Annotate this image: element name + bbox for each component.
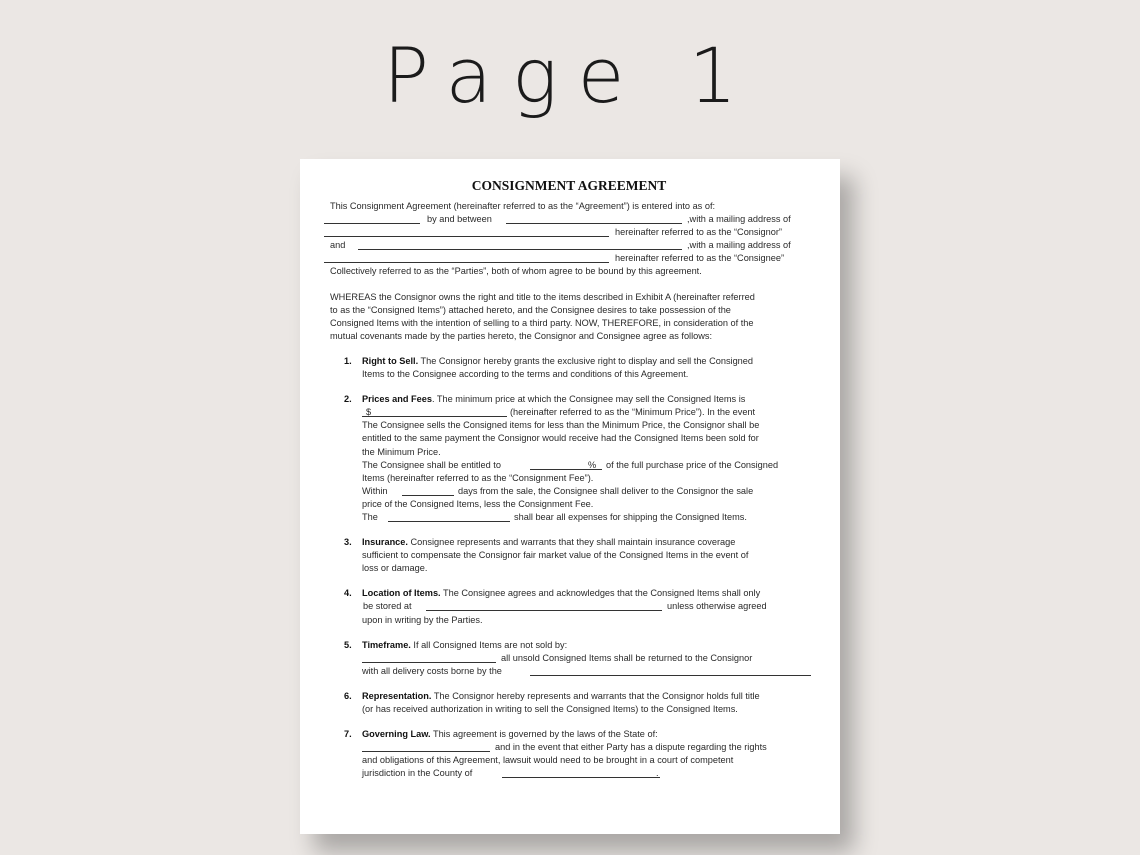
clause-heading: Governing Law. [362, 729, 431, 740]
timeframe-date-blank[interactable] [362, 652, 496, 663]
clause-heading: Right to Sell. [362, 355, 419, 366]
payment-days-blank[interactable] [402, 485, 454, 496]
clause-location-of-items [324, 587, 814, 626]
intro-line-1: This Consignment Agreement (hereinafter referred to as the “Agreement”) is entered into as of: [330, 201, 716, 211]
percent-sign: % [588, 459, 597, 470]
shipping-party-blank[interactable] [388, 511, 510, 522]
whereas-line: WHEREAS the Consignor owns the right and title to the items described in Exhibit A (hereinafter referred [330, 291, 755, 302]
clause-text: and obligations of this Agreement, lawsuit would need to be brought in a court of competent [362, 755, 734, 766]
clause-number: 6. [344, 690, 352, 701]
clause-text: Within [362, 485, 388, 496]
clause-text: the Minimum Price. [362, 446, 441, 457]
clause-text: Items (hereinafter referred to as the “Consignment Fee”). [362, 472, 594, 483]
clause-text: (hereinafter referred to as the “Minimum Price”). In the event [510, 407, 756, 418]
whereas-section [324, 291, 814, 343]
clause-insurance [324, 536, 814, 575]
clause-text: The Consignor hereby represents and warrants that the Consignor holds full title [431, 690, 760, 701]
clause-text: If all Consigned Items are not sold by: [410, 639, 568, 650]
clause-text: loss or damage. [362, 563, 428, 574]
clause-text: and in the event that either Party has a dispute regarding the rights [495, 742, 767, 753]
clause-heading: Insurance. [362, 537, 408, 548]
clause-text: Items to the Consignee according to the terms and conditions of this Agreement. [362, 369, 689, 380]
storage-location-blank[interactable] [426, 600, 662, 611]
clause-text: The Consignee agrees and acknowledges that the Consigned Items shall only [440, 588, 761, 599]
clause-heading: Prices and Fees [362, 394, 432, 405]
clause-text: shall bear all expenses for shipping the Consigned Items. [514, 511, 747, 522]
consignee-reference-text: hereinafter referred to as the “Consignee” [615, 253, 785, 264]
consignor-reference-text: hereinafter referred to as the “Consignor” [615, 227, 782, 238]
clause-text: days from the sale, the Consignee shall deliver to the Consignor the sale [458, 485, 754, 496]
clause-text: Consignee represents and warrants that they shall maintain insurance coverage [407, 537, 736, 548]
clause-text: price of the Consigned Items, less the Consignment Fee. [362, 498, 594, 509]
whereas-line: Consigned Items with the intention of selling to a third party. NOW, THEREFORE, in consideration of the [330, 317, 754, 328]
period: . [656, 768, 659, 779]
county-blank[interactable] [502, 767, 660, 778]
state-blank[interactable] [362, 741, 490, 752]
clause-prices-and-fees [324, 393, 814, 524]
consignee-name-blank[interactable] [358, 239, 682, 250]
clause-heading: Timeframe. [362, 639, 411, 650]
consignment-agreement [324, 177, 814, 780]
clause-text: all unsold Consigned Items shall be returned to the Consignor [501, 652, 753, 663]
document-page [300, 159, 840, 834]
clause-text: entitled to the same payment the Consignor would receive had the Consigned Items been sold for [362, 433, 759, 444]
clause-text: unless otherwise agreed [667, 601, 767, 612]
clause-number: 7. [344, 729, 352, 740]
dollar-sign: $ [366, 407, 372, 418]
clause-number: 2. [344, 394, 352, 405]
clause-text: The Consignee sells the Consigned items for less than the Minimum Price, the Consignor shall be [362, 420, 760, 431]
clause-representation [324, 690, 814, 716]
delivery-cost-party-blank[interactable] [530, 665, 811, 676]
by-and-between-text: by and between [427, 214, 492, 225]
whereas-line: to as the “Consigned Items”) attached hereto, and the Consignee desires to take possession of the [330, 304, 731, 315]
clause-number: 3. [344, 537, 352, 548]
clause-text: upon in writing by the Parties. [362, 614, 483, 625]
clause-text: The Consignee shall be entitled to [362, 459, 501, 470]
clause-text: be stored at [363, 601, 412, 612]
clause-text: (or has received authorization in writing to sell the Consigned Items) to the Consigned Items. [362, 704, 738, 714]
date-blank[interactable] [324, 213, 420, 224]
and-text: and [330, 240, 346, 251]
clause-number: 4. [344, 588, 352, 599]
clause-text: The [362, 511, 378, 522]
minimum-price-blank[interactable] [362, 406, 507, 417]
clause-heading: Representation. [362, 690, 432, 701]
whereas-line: mutual covenants made by the parties hereto, the Consignor and Consignee agree as follows: [330, 330, 713, 341]
consignor-name-blank[interactable] [506, 213, 682, 224]
clause-text: with all delivery costs borne by the [362, 665, 502, 676]
intro-section [324, 200, 814, 279]
clause-text: This agreement is governed by the laws of the State of: [430, 729, 658, 740]
consignor-address-blank[interactable] [324, 226, 609, 237]
clause-governing-law [324, 728, 814, 780]
clause-text: sufficient to compensate the Consignor fair market value of the Consigned Items in the event of [362, 550, 749, 561]
clause-timeframe [324, 639, 814, 678]
clause-number: 5. [344, 639, 352, 650]
mailing-address-text-2: ,with a mailing address of [687, 240, 791, 251]
clause-heading: Location of Items. [362, 588, 441, 599]
collectively-text: Collectively referred to as the “Parties”, both of whom agree to be bound by this agreement. [330, 266, 702, 277]
page-heading: Page 1 [383, 31, 757, 120]
mailing-address-text-1: ,with a mailing address of [687, 214, 791, 225]
clause-text: . The minimum price at which the Consignee may sell the Consigned Items is [431, 394, 746, 405]
clause-right-to-sell [324, 355, 814, 381]
clause-text: jurisdiction in the County of [362, 768, 473, 779]
clause-number: 1. [344, 355, 352, 366]
clause-text: of the full purchase price of the Consigned [606, 459, 779, 470]
document-title: CONSIGNMENT AGREEMENT [471, 178, 667, 193]
clause-text: The Consignor hereby grants the exclusive right to display and sell the Consigned [418, 355, 754, 366]
consignee-address-blank[interactable] [324, 252, 609, 263]
